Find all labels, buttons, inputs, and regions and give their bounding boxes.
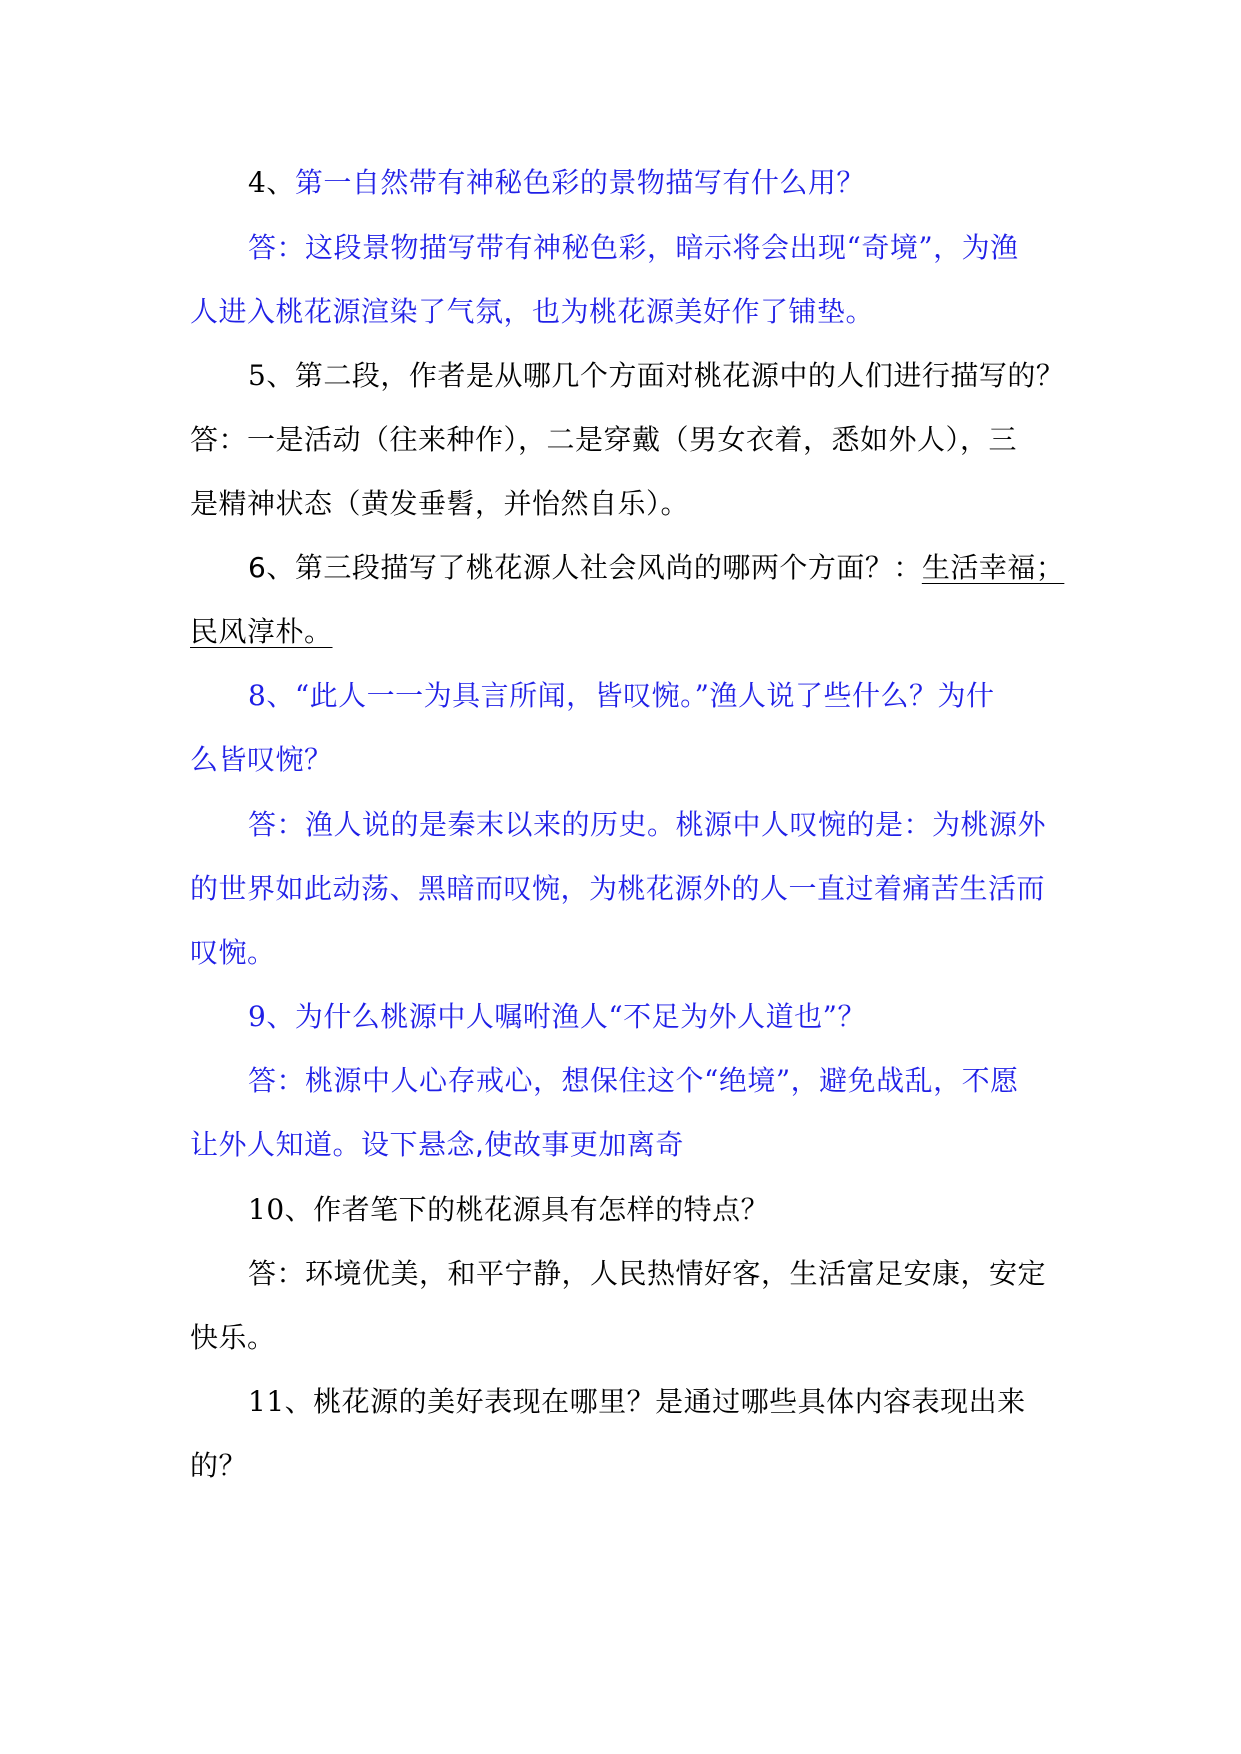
q4-question-number: 4、	[248, 166, 295, 199]
q5-answer-line-1: 答：一是活动（往来种作），二是穿戴（男女衣着，悉如外人），三	[190, 423, 1018, 456]
q4-answer-line-2: 人进入桃花源渲染了气氛，也为桃花源美好作了铺垫。	[190, 295, 875, 328]
q5-answer-line-2: 是精神状态（黄发垂髫，并怡然自乐）。	[190, 487, 690, 520]
q6-answer-part-2: 民风淳朴。	[190, 615, 333, 648]
q11-question-line-1: 11、桃花源的美好表现在哪里？是通过哪些具体内容表现出来	[248, 1385, 1026, 1418]
q8-answer-line-1: 答：渔人说的是秦末以来的历史。桃源中人叹惋的是：为桃源外	[248, 808, 1047, 841]
q8-answer-line-3: 叹惋。	[190, 936, 276, 969]
q4-answer-line-1: 答：这段景物描写带有神秘色彩，暗示将会出现“奇境”，为渔	[248, 231, 1019, 264]
q8-question-line-1: 8、“此人一一为具言所闻，皆叹惋。”渔人说了些什么？为什	[248, 679, 995, 712]
q4-question	[248, 163, 865, 203]
q6-question-line	[248, 548, 1064, 588]
q4-question-text: 第一自然带有神秘色彩的景物描写有什么用？	[294, 166, 865, 199]
q11-question-line-2: 的？	[190, 1449, 248, 1482]
q10-question: 10、作者笔下的桃花源具有怎样的特点？	[248, 1193, 770, 1226]
q10-answer-line-2: 快乐。	[190, 1321, 276, 1354]
q5-question: 5、第二段，作者是从哪几个方面对桃花源中的人们进行描写的？	[248, 359, 1065, 392]
q10-answer-line-1: 答：环境优美，和平宁静，人民热情好客，生活富足安康，安定	[248, 1257, 1047, 1290]
q8-question-line-2: 么皆叹惋？	[190, 743, 333, 776]
q9-answer-line-2	[190, 1125, 684, 1165]
q9-answer-part-a: 让外人知道。	[190, 1128, 362, 1161]
q6-answer-line-2	[190, 612, 333, 652]
q9-answer-line-1: 答：桃源中人心存戒心，想保住这个“绝境”，避免战乱，不愿	[248, 1064, 1019, 1097]
q6-answer-part-1: 生活幸福；	[921, 551, 1065, 584]
q9-question: 9、为什么桃源中人嘱咐渔人“不足为外人道也”？	[248, 1000, 866, 1033]
q8-answer-line-2: 的世界如此动荡、黑暗而叹惋，为桃花源外的人一直过着痛苦生活而	[190, 872, 1046, 905]
q9-answer-part-b: 设下悬念,使故事更加离奇	[361, 1128, 684, 1161]
q6-question: 6、第三段描写了桃花源人社会风尚的哪两个方面？：	[248, 551, 922, 584]
